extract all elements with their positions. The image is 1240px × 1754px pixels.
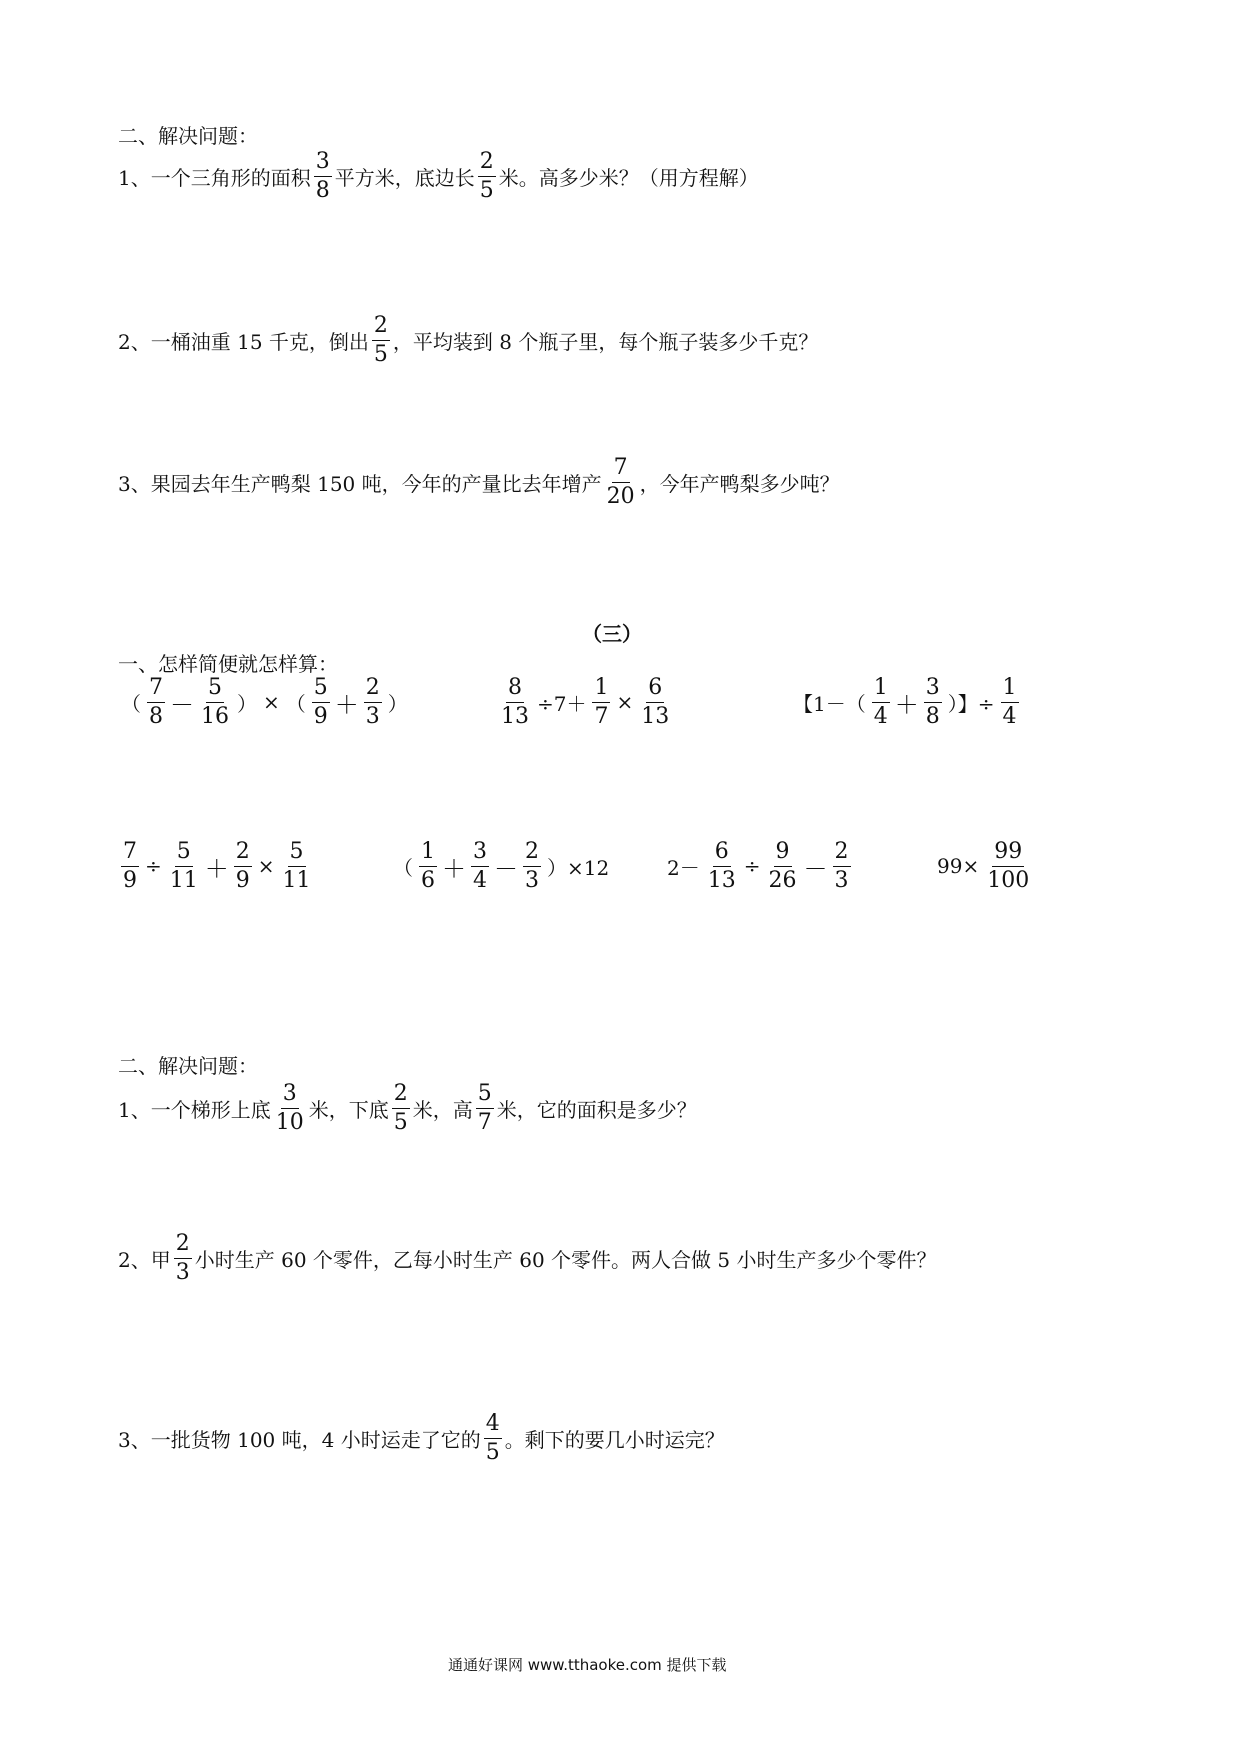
fraction: $\frac{2}{3}$ — [834, 839, 849, 893]
expression-7: 99× $\frac{99}{100}$ — [937, 839, 1030, 893]
problem-text: ，今年产鸭梨多少吨？ — [639, 471, 840, 496]
fraction: $\frac{1}{4}$ — [1002, 675, 1017, 729]
problem-number: 2、 — [118, 329, 151, 354]
fraction: $\frac{1}{6}$ — [421, 839, 435, 893]
expression-2: $\frac{8}{13}$ ÷7＋ $\frac{1}{7}$ × $\frac{6}{13}$ — [501, 675, 670, 729]
fraction: $\frac{2}{3}$ — [175, 1231, 190, 1285]
problem-text: 一批货物 100 吨，4 小时运走了它的 — [150, 1427, 481, 1452]
fraction: $\frac{3}{10}$ — [275, 1081, 304, 1135]
problem-text: 甲 — [150, 1247, 171, 1272]
footer-source: 通通好课网 www.tthaoke.com 提供下载 — [448, 1656, 727, 1674]
section-b-heading: 一、怎样简便就怎样算： — [118, 652, 338, 676]
problem-text: 米，下底 — [308, 1097, 389, 1122]
fraction: $\frac{8}{13}$ — [501, 675, 529, 729]
fraction: $\frac{5}{16}$ — [201, 675, 229, 729]
fraction: $\frac{7}{20}$ — [606, 455, 635, 509]
fraction: $\frac{2}{9}$ — [235, 839, 250, 893]
fraction: $\frac{5}{11}$ — [169, 839, 198, 893]
problem-c2 — [118, 1232, 937, 1285]
fraction: $\frac{7}{9}$ — [123, 839, 137, 893]
problem-a1 — [118, 150, 759, 203]
problem-a3 — [118, 456, 840, 509]
problem-text: 。剩下的要几小时运完？ — [504, 1427, 725, 1452]
problem-text: 一个三角形的面积 — [150, 165, 311, 190]
problem-text: 果园去年生产鸭梨 150 吨，今年的产量比去年增产 — [150, 471, 602, 496]
fraction: $\frac{1}{7}$ — [594, 675, 609, 729]
expression-4: $\frac{7}{9}$ ÷ $\frac{5}{11}$ ＋ $\frac{2}{9}$ × $\frac{5}{11}$ — [123, 839, 311, 893]
fraction: $\frac{3}{8}$ — [315, 149, 330, 203]
section-a-heading: 二、解决问题： — [118, 124, 258, 148]
problem-text: 一桶油重 15 千克，倒出 — [150, 329, 369, 354]
fraction: $\frac{6}{13}$ — [707, 839, 736, 893]
problem-c3 — [118, 1412, 725, 1465]
problem-text: 米。高多少米？（用方程解） — [498, 165, 759, 190]
problem-number: 1、 — [118, 165, 151, 190]
expression-1: （ $\frac{7}{8}$ － $\frac{5}{16}$ ） × （ $\frac{5}{9}$ ＋ $\frac{2}{3}$ ） — [121, 675, 408, 729]
fraction: $\frac{5}{11}$ — [282, 839, 311, 893]
expression-6: 2－ $\frac{6}{13}$ ÷ $\frac{9}{26}$ － $\frac{2}{3}$ — [667, 839, 849, 893]
expression-5: （ $\frac{1}{6}$ ＋ $\frac{3}{4}$ － $\frac{2}{3}$ ）×12 — [393, 839, 610, 893]
problem-text: 平方米，底边长 — [334, 165, 475, 190]
expression-3: 【1－（ $\frac{1}{4}$ ＋ $\frac{3}{8}$ ）】÷ $\frac{1}{4}$ — [793, 675, 1017, 729]
fraction: $\frac{5}{7}$ — [477, 1081, 492, 1135]
fraction: $\frac{5}{9}$ — [313, 675, 328, 729]
fraction: $\frac{2}{5}$ — [479, 149, 494, 203]
section-c-heading: 二、解决问题： — [118, 1054, 258, 1078]
fraction: $\frac{6}{13}$ — [641, 675, 670, 729]
fraction: $\frac{9}{26}$ — [768, 839, 797, 893]
problem-number: 2、 — [118, 1247, 151, 1272]
problem-text: ，平均装到 8 个瓶子里，每个瓶子装多少千克？ — [392, 329, 819, 354]
problem-number: 3、 — [118, 471, 151, 496]
fraction: $\frac{2}{3}$ — [365, 675, 380, 729]
problem-c1 — [118, 1082, 697, 1135]
fraction: $\frac{3}{4}$ — [473, 839, 487, 893]
problem-number: 3、 — [118, 1427, 151, 1452]
problem-text: 一个梯形上底 — [150, 1097, 271, 1122]
problem-text: 米，高 — [412, 1097, 473, 1122]
fraction: $\frac{7}{8}$ — [149, 675, 163, 729]
part-title: （三） — [582, 622, 642, 646]
problem-text: 米，它的面积是多少？ — [496, 1097, 697, 1122]
fraction: $\frac{2}{5}$ — [393, 1081, 408, 1135]
fraction: $\frac{99}{100}$ — [987, 839, 1030, 893]
fraction: $\frac{1}{4}$ — [873, 675, 888, 729]
fraction: $\frac{4}{5}$ — [485, 1411, 500, 1465]
problem-number: 1、 — [118, 1097, 151, 1122]
problem-a2 — [118, 314, 818, 367]
fraction: $\frac{2}{5}$ — [373, 313, 388, 367]
fraction: $\frac{2}{3}$ — [525, 839, 539, 893]
fraction: $\frac{3}{8}$ — [925, 675, 940, 729]
problem-text: 小时生产 60 个零件，乙每小时生产 60 个零件。两人合做 5 小时生产多少个零件？ — [194, 1247, 937, 1272]
